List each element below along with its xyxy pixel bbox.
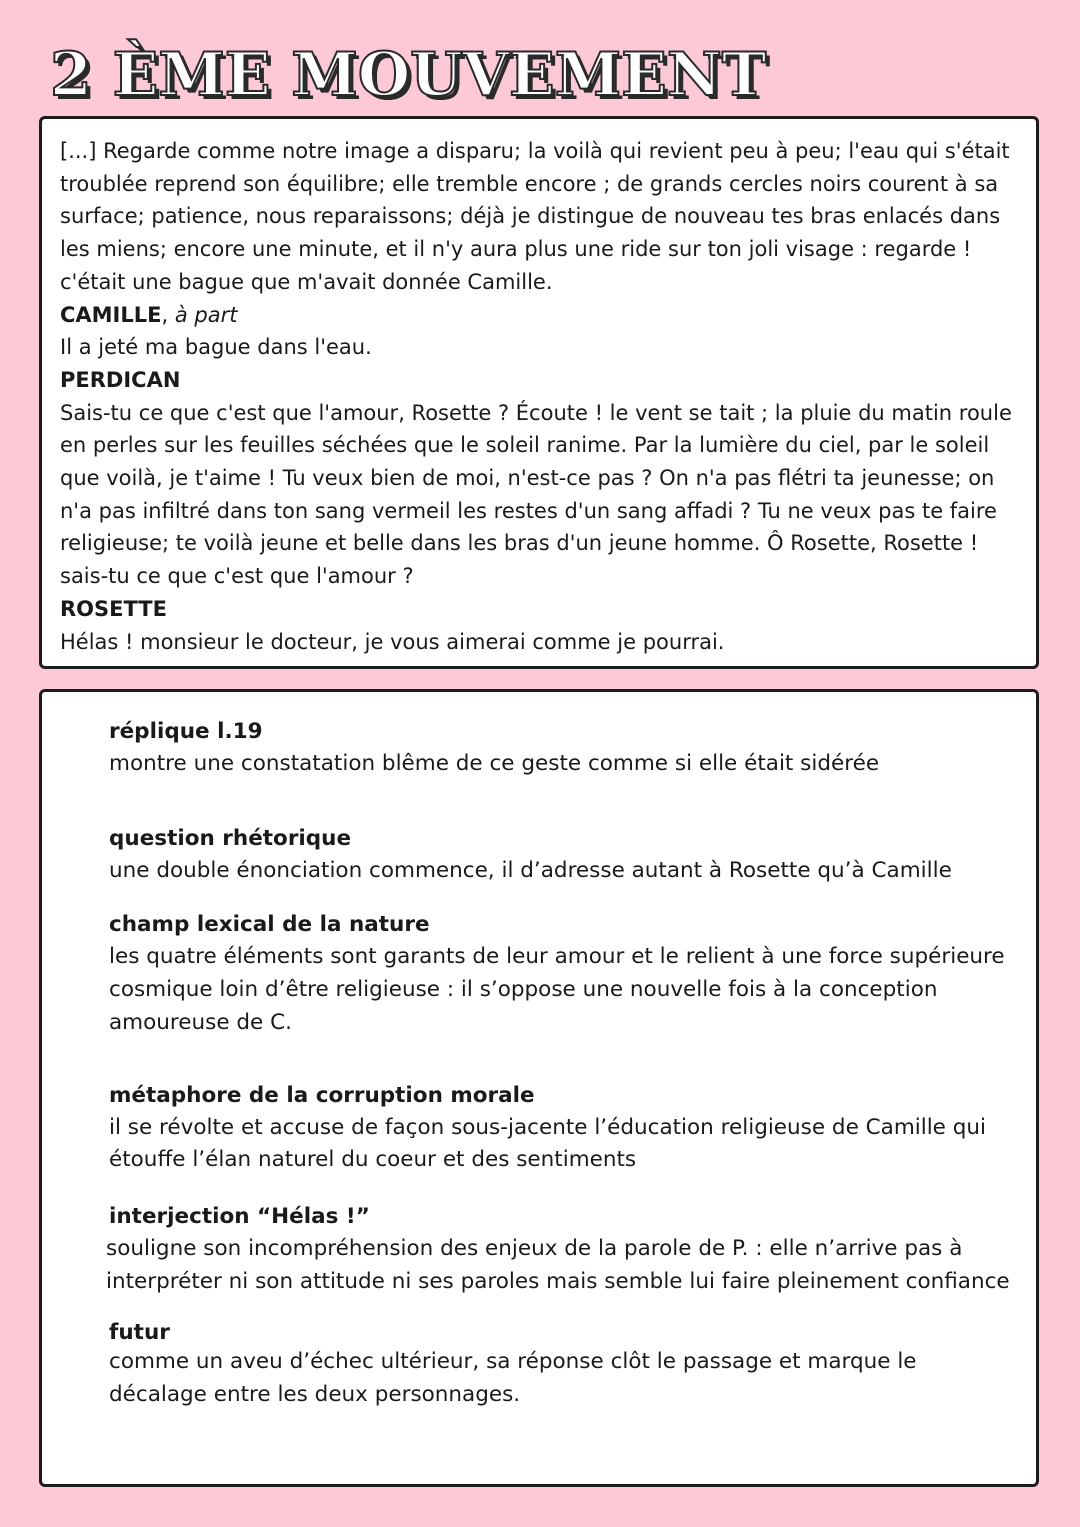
notes-box [39, 689, 1039, 1487]
note-text: montre une constatation blême de ce geste comme si elle était sidérée [109, 751, 880, 776]
page-title: 2 ÈME MOUVEMENT [50, 40, 767, 110]
speaker-line-camille: CAMILLE, à part [60, 302, 238, 327]
speaker-name: CAMILLE [60, 302, 162, 327]
note-text: comme un aveu d’échec ultérieur, sa réponse clôt le passage et marque le décalage entre les deux personnages. [109, 1349, 917, 1408]
note-text: il se révolte et accuse de façon sous-jacente l’éducation religieuse de Camille qui étouffe l’élan naturel du coeur et des sentiments [109, 1114, 986, 1173]
note-text: les quatre éléments sont garants de leur amour et le relient à une force supérieure cosmique loin d’être religieuse : il s’oppose une nouvelle fois à la conception amoureuse de C. [109, 944, 1005, 1035]
note-title: question rhétorique [109, 825, 352, 851]
note-title: réplique l.19 [109, 719, 263, 744]
note-item [109, 716, 1018, 781]
reply-text-camille: Il a jeté ma bague dans l'eau. [60, 335, 372, 360]
note-item [109, 1080, 1018, 1177]
note-item [109, 909, 1018, 1039]
note-title: champ lexical de la nature [109, 912, 430, 938]
note-text: une double énonciation commence, il d’adresse autant à Rosette qu’à Camille [109, 857, 952, 883]
extract-opening: [...] Regarde comme notre image a disparu; la voilà qui revient peu à peu; l'eau qui s'était troublée reprend son équilibre; elle tremble encore ; de grands cercles noirs courent à sa surface; patience, nous reparaissons; déjà je distingue de nouveau tes bras enlacés dans les miens; encore une minute, et il n'y aura plus une ride sur ton joli visage : regarde ! c'était une bague que m'avait donnée Camille. [60, 139, 1010, 294]
speaker-name: ROSETTE [60, 596, 167, 621]
note-item [106, 1201, 1018, 1298]
reply-text-rosette: Hélas ! monsieur le docteur, je vous aimerai comme je pourrai. [60, 629, 725, 654]
note-item [109, 1320, 1018, 1411]
note-title: futur [109, 1320, 170, 1346]
extract-box [39, 116, 1039, 669]
note-title: métaphore de la corruption morale [109, 1082, 535, 1108]
note-text: souligne son incompréhension des enjeux de la parole de P. : elle n’arrive pas à interpréter ni son attitude ni ses paroles mais semble lui faire pleinement confiance [106, 1235, 1010, 1294]
note-item [109, 823, 1018, 888]
reply-text-perdican: Sais-tu ce que c'est que l'amour, Rosette ? Écoute ! le vent se tait ; la pluie du matin roule en perles sur les feuilles séchées que le soleil ranime. Par la lumière du ciel, par le soleil que voilà, je t'aime ! Tu veux bien de moi, n'est-ce pas ? On n'a pas flétri ta jeunesse; on n'a pas infiltré dans ton sang vermeil les restes d'un sang affadi ? Tu ne veux pas te faire religieuse; te voilà jeune et belle dans les bras d'un jeune homme. Ô Rosette, Rosette ! sais-tu ce que c'est que l'amour ? [60, 400, 1012, 589]
stage-direction: à part [174, 302, 238, 327]
note-title: interjection “Hélas !” [109, 1203, 370, 1229]
speaker-name: PERDICAN [60, 367, 181, 392]
